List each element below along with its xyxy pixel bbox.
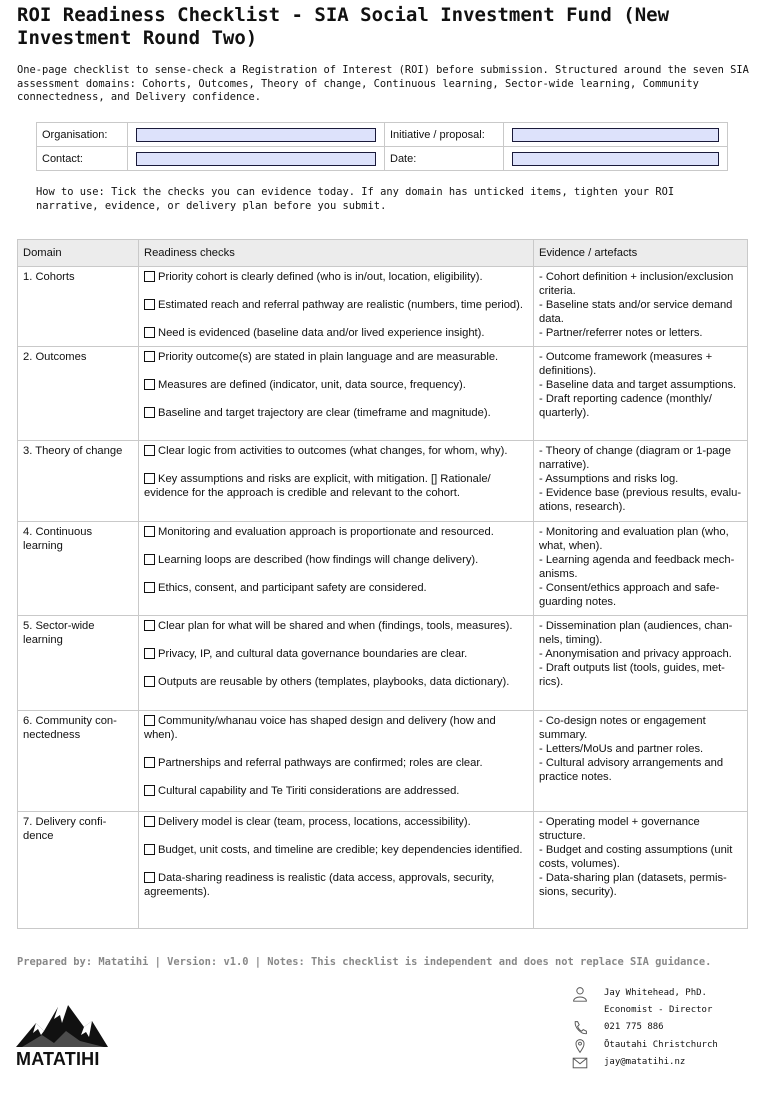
evidence-item: - Draft outputs list (tools, guides, met- rics). bbox=[539, 662, 725, 688]
contact-email[interactable]: jay@matatihi.nz bbox=[604, 1057, 686, 1067]
evidence-cell bbox=[534, 267, 748, 347]
domain-cell: 1. Cohorts bbox=[18, 267, 139, 347]
brand-wordmark: MATATIHI bbox=[16, 1049, 100, 1069]
evidence-cell bbox=[534, 441, 748, 522]
check-item bbox=[144, 298, 528, 312]
checks-cell bbox=[139, 267, 534, 347]
intro-text: One-page checklist to sense-check a Registration of Interest (ROI) before submission. Structured around the seven SIA assessment domains: Cohorts, Outcomes, Theory of change, Continuous learning, Sector-wide learning, Community connectedness, and Delivery confidence. bbox=[17, 64, 749, 103]
check-item bbox=[144, 525, 528, 539]
evidence-item: - Monitoring and evaluation plan (who, what, when). bbox=[539, 526, 729, 552]
check-item bbox=[144, 350, 528, 364]
check-text: Community/whanau voice has shaped design and delivery (how and when). bbox=[144, 715, 496, 741]
check-item bbox=[144, 406, 528, 420]
checkbox-icon[interactable] bbox=[144, 872, 155, 883]
initiative-label: Initiative / proposal: bbox=[385, 123, 504, 147]
checkbox-icon[interactable] bbox=[144, 473, 155, 484]
checkbox-icon[interactable] bbox=[144, 648, 155, 659]
checkbox-icon[interactable] bbox=[144, 785, 155, 796]
check-text: Priority cohort is clearly defined (who is in/out, location, eligibility). bbox=[158, 271, 483, 283]
check-item bbox=[144, 472, 528, 500]
check-text: Monitoring and evaluation approach is proportionate and resourced. bbox=[158, 526, 494, 538]
evidence-item: - Dissemination plan (audiences, chan- nels, timing). bbox=[539, 620, 733, 646]
how-to-use-text: How to use: Tick the checks you can evidence today. If any domain has unticked items, tighten your ROI narrative, evidence, or delivery plan before you submit. bbox=[36, 186, 675, 212]
check-item bbox=[144, 784, 528, 798]
domain-cell: 2. Outcomes bbox=[18, 347, 139, 441]
check-text: Privacy, IP, and cultural data governance boundaries are clear. bbox=[158, 648, 468, 660]
evidence-cell bbox=[534, 812, 748, 929]
checkbox-icon[interactable] bbox=[144, 327, 155, 338]
evidence-cell bbox=[534, 347, 748, 441]
evidence-cell bbox=[534, 522, 748, 616]
check-item bbox=[144, 270, 528, 284]
checkbox-icon[interactable] bbox=[144, 526, 155, 537]
organisation-label: Organisation: bbox=[37, 123, 128, 147]
checkbox-icon[interactable] bbox=[144, 676, 155, 687]
check-text: Outputs are reusable by others (templates, playbooks, data dictionary). bbox=[158, 676, 510, 688]
table-row bbox=[18, 267, 748, 347]
checkbox-icon[interactable] bbox=[144, 844, 155, 855]
evidence-item: - Learning agenda and feedback mech- anisms. bbox=[539, 554, 735, 580]
checkbox-icon[interactable] bbox=[144, 757, 155, 768]
date-field[interactable] bbox=[512, 152, 719, 166]
check-text: Clear plan for what will be shared and when (findings, tools, measures). bbox=[158, 620, 513, 632]
checkbox-icon[interactable] bbox=[144, 445, 155, 456]
evidence-item: - Baseline stats and/or service demand data. bbox=[539, 299, 733, 325]
evidence-item: - Theory of change (diagram or 1-page narrative). bbox=[539, 445, 731, 471]
check-item bbox=[144, 647, 528, 661]
evidence-item: - Cohort definition + inclusion/exclusion criteria. bbox=[539, 271, 734, 297]
check-item bbox=[144, 815, 528, 829]
check-text: Estimated reach and referral pathway are realistic (numbers, time period). bbox=[158, 299, 523, 311]
table-row bbox=[18, 441, 748, 522]
checkbox-icon[interactable] bbox=[144, 407, 155, 418]
check-item bbox=[144, 553, 528, 567]
check-text: Clear logic from activities to outcomes (what changes, for whom, why). bbox=[158, 445, 508, 457]
domain-cell: 4. Continuous learning bbox=[18, 522, 139, 616]
date-label: Date: bbox=[385, 147, 504, 171]
domain-cell: 3. Theory of change bbox=[18, 441, 139, 522]
table-row bbox=[18, 522, 748, 616]
evidence-cell bbox=[534, 616, 748, 711]
checkbox-icon[interactable] bbox=[144, 271, 155, 282]
check-item bbox=[144, 378, 528, 392]
checks-cell bbox=[139, 812, 534, 929]
checklist-table bbox=[17, 239, 748, 929]
check-text: Ethics, consent, and participant safety are considered. bbox=[158, 582, 427, 594]
domain-cell: 7. Delivery confi- dence bbox=[18, 812, 139, 929]
check-item bbox=[144, 871, 528, 899]
checks-cell bbox=[139, 522, 534, 616]
check-text: Need is evidenced (baseline data and/or lived experience insight). bbox=[158, 327, 485, 339]
check-text: Budget, unit costs, and timeline are credible; key dependencies identified. bbox=[158, 844, 523, 856]
evidence-item: - Outcome framework (measures + definitions). bbox=[539, 351, 713, 377]
contact-role: Economist - Director bbox=[604, 1005, 713, 1015]
checkbox-icon[interactable] bbox=[144, 582, 155, 593]
header-domain: Domain bbox=[18, 240, 139, 267]
check-item bbox=[144, 326, 528, 340]
envelope-icon bbox=[570, 1055, 590, 1071]
checkbox-icon[interactable] bbox=[144, 299, 155, 310]
checkbox-icon[interactable] bbox=[144, 351, 155, 362]
checkbox-icon[interactable] bbox=[144, 554, 155, 565]
check-item bbox=[144, 444, 528, 458]
contact-block bbox=[570, 986, 760, 1073]
phone-icon bbox=[570, 1020, 590, 1036]
contact-name: Jay Whitehead, PhD. bbox=[604, 988, 707, 998]
table-row bbox=[18, 616, 748, 711]
checkbox-icon[interactable] bbox=[144, 816, 155, 827]
header-evidence: Evidence / artefacts bbox=[534, 240, 748, 267]
checks-cell bbox=[139, 441, 534, 522]
check-text: Baseline and target trajectory are clear (timeframe and magnitude). bbox=[158, 407, 491, 419]
checks-cell bbox=[139, 347, 534, 441]
checkbox-icon[interactable] bbox=[144, 620, 155, 631]
person-icon bbox=[570, 986, 590, 1002]
check-text: Measures are defined (indicator, unit, data source, frequency). bbox=[158, 379, 466, 391]
evidence-item: - Partner/referrer notes or letters. bbox=[539, 327, 703, 339]
table-row bbox=[18, 347, 748, 441]
check-text: Learning loops are described (how findings will change delivery). bbox=[158, 554, 479, 566]
check-text: Delivery model is clear (team, process, locations, accessibility). bbox=[158, 816, 471, 828]
check-item bbox=[144, 581, 528, 595]
evidence-item: - Co-design notes or engagement summary. bbox=[539, 715, 706, 741]
checkbox-icon[interactable] bbox=[144, 379, 155, 390]
evidence-item: - Letters/MoUs and partner roles. bbox=[539, 743, 704, 755]
check-text: Data-sharing readiness is realistic (data access, approvals, security, agreements). bbox=[144, 872, 495, 898]
evidence-item: - Data-sharing plan (datasets, permis- sions, security). bbox=[539, 872, 727, 898]
evidence-item: - Operating model + governance structure. bbox=[539, 816, 700, 842]
footer-note: Prepared by: Matatihi | Version: v1.0 | Notes: This checklist is independent and does not replace SIA guidance. bbox=[17, 956, 712, 968]
contact-phone[interactable]: 021 775 886 bbox=[604, 1022, 664, 1032]
evidence-item: - Baseline data and target assumptions. bbox=[539, 379, 737, 391]
table-row bbox=[18, 812, 748, 929]
contact-location: Ōtautahi Christchurch bbox=[604, 1039, 718, 1050]
details-form bbox=[36, 122, 728, 171]
evidence-cell bbox=[534, 711, 748, 812]
evidence-item: - Consent/ethics approach and safe- guarding notes. bbox=[539, 582, 720, 608]
evidence-item: - Assumptions and risks log. bbox=[539, 473, 679, 485]
checkbox-icon[interactable] bbox=[144, 715, 155, 726]
domain-cell: 5. Sector-wide learning bbox=[18, 616, 139, 711]
check-item bbox=[144, 843, 528, 857]
organisation-field[interactable] bbox=[136, 128, 376, 142]
page-title: ROI Readiness Checklist - SIA Social Investment Fund (New Investment Round Two) bbox=[17, 4, 670, 49]
evidence-item: - Budget and costing assumptions (unit costs, volumes). bbox=[539, 844, 733, 870]
domain-cell: 6. Community con- nectedness bbox=[18, 711, 139, 812]
initiative-field[interactable] bbox=[512, 128, 719, 142]
check-item bbox=[144, 714, 528, 742]
location-pin-icon bbox=[570, 1038, 590, 1054]
evidence-item: - Anonymisation and privacy approach. bbox=[539, 648, 732, 660]
contact-label: Contact: bbox=[37, 147, 128, 171]
check-item bbox=[144, 675, 528, 689]
check-text: Cultural capability and Te Tiriti considerations are addressed. bbox=[158, 785, 460, 797]
checks-cell bbox=[139, 616, 534, 711]
evidence-item: - Draft reporting cadence (monthly/ quarterly). bbox=[539, 393, 712, 419]
header-readiness-checks: Readiness checks bbox=[139, 240, 534, 267]
checks-cell bbox=[139, 711, 534, 812]
check-text: Priority outcome(s) are stated in plain language and are measurable. bbox=[158, 351, 499, 363]
check-item bbox=[144, 756, 528, 770]
check-text: Partnerships and referral pathways are confirmed; roles are clear. bbox=[158, 757, 483, 769]
evidence-item: - Cultural advisory arrangements and practice notes. bbox=[539, 757, 724, 783]
check-text: Key assumptions and risks are explicit, with mitigation. [] Rationale/ evidence for the approach is credible and relevant to the cohort. bbox=[144, 473, 491, 499]
table-row bbox=[18, 711, 748, 812]
check-item bbox=[144, 619, 528, 633]
evidence-item: - Evidence base (previous results, evalu- ations, research). bbox=[539, 487, 742, 513]
contact-field[interactable] bbox=[136, 152, 376, 166]
